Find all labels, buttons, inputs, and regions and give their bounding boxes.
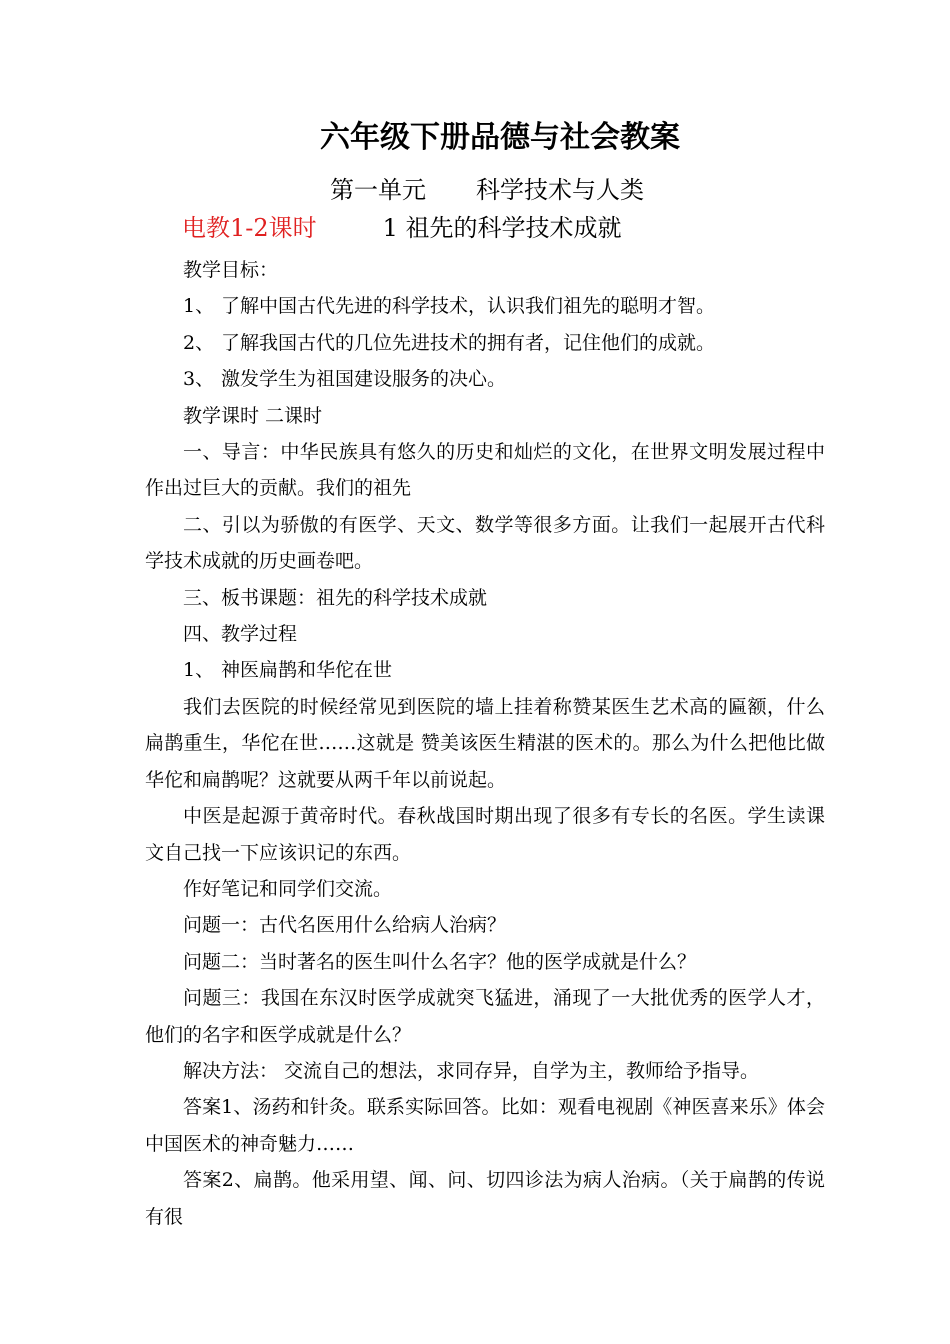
sub-item-number: 1、 [183,659,215,682]
objectives-heading: 教学目标： [183,259,279,281]
intro-paragraph-2: 二、引以为骄傲的有医学、天文、数学等很多方面。让我们一起展开古代科学技术成就的历史画卷吧。 [145,513,825,573]
objective-number: 3、 [183,368,215,391]
body-paragraph-1: 我们去医院的时候经常见到医院的墙上挂着称赞某医生艺术高的匾额，什么扁鹊重生，华佗在世……这就是 赞美该医生精湛的医术的。那么为什么把他比做华佗和扁鹊呢？这就要从两千年以前说起。 [145,695,825,791]
objective-text: 激发学生为祖国建设服务的决心。 [221,368,507,391]
intro-paragraph-1: 一、导言：中华民族具有悠久的历史和灿烂的文化，在世界文明发展过程中作出过巨大的贡献。我们的祖先 [145,441,825,500]
objective-number: 1、 [183,295,215,318]
answer-2: 答案2、扁鹊。他采用望、闻、问、切四诊法为病人治病。（关于扁鹊的传说有很 [145,1169,825,1228]
question-2: 问题二：当时著名的医生叫什么名字？他的医学成就是什么？ [183,950,697,973]
teaching-hours: 教学课时 二课时 [183,404,323,427]
document-body [145,252,825,1235]
objective-text: 了解中国古代先进的科学技术，认识我们祖先的聪明才智。 [221,295,716,318]
question-3: 问题三：我国在东汉时医学成就突飞猛进，涌现了一大批优秀的医学人才，他们的名字和医学成就是什么？ [145,987,825,1046]
objective-item [145,288,825,324]
unit-heading [330,174,644,206]
lesson-heading [182,212,622,244]
objective-text: 了解我国古代的几位先进技术的拥有者，记住他们的成就。 [221,331,716,354]
body-paragraph-3: 作好笔记和同学们交流。 [183,877,393,900]
sub-item-text: 神医扁鹊和华佗在世 [221,659,393,682]
body-paragraph-2: 中医是起源于黄帝时代。春秋战国时期出现了很多有专长的名医。学生读课文自己找一下应该识记的东西。 [145,805,825,864]
solution-method: 解决方法： 交流自己的想法，求同存异，自学为主，教师给予指导。 [183,1059,760,1082]
answer-1: 答案1、汤药和针灸。联系实际回答。比如：观看电视剧《神医喜来乐》体会中国医术的神奇魅力…… [145,1096,825,1155]
lesson-title: 1 祖先的科学技术成就 [382,214,622,242]
lesson-tag: 电教1-2课时 [182,214,317,242]
sub-item-1 [145,652,825,688]
section-4: 四、教学过程 [183,623,298,646]
unit-label: 第一单元 [330,176,426,204]
objective-item [145,325,825,361]
question-1: 问题一：古代名医用什么给病人治病？ [183,914,507,937]
objective-item [145,361,825,397]
document-title: 六年级下册品德与社会教案 [320,120,680,155]
section-3: 三、板书课题：祖先的科学技术成就 [183,586,488,609]
unit-name: 科学技术与人类 [476,176,644,204]
objective-number: 2、 [183,331,215,354]
